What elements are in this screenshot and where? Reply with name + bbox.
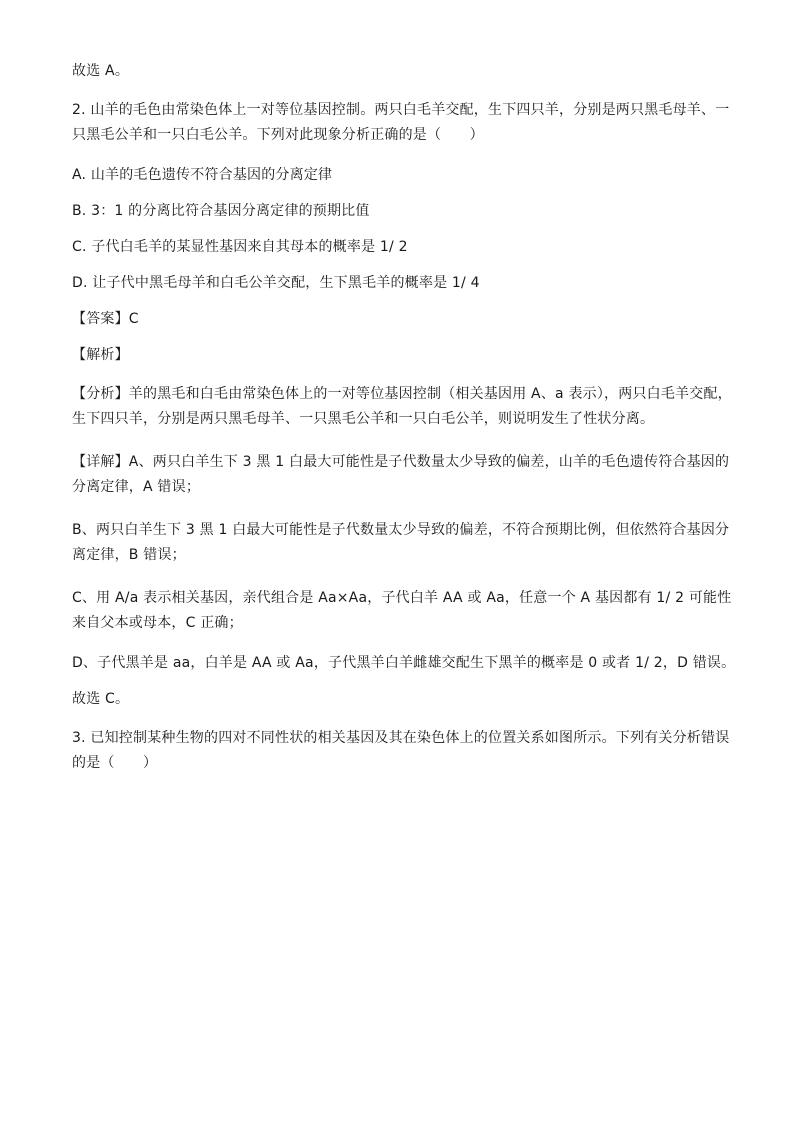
- question-2-stem: [72, 98, 730, 148]
- text-line: 分离定律，A 错误；: [72, 479, 201, 495]
- text-line: 故选 C。: [72, 691, 130, 707]
- text-line: 离定律，B 错误；: [72, 547, 186, 563]
- text-line: 【详解】A、两只白羊生下 3 黑 1 白最大可能性是子代数量太少导致的偏差，山羊的毛色遗传符合基因的: [72, 454, 730, 470]
- text-line: D、子代黑羊是 aa，白羊是 AA 或 Aa，子代黑羊白羊雌雄交配生下黑羊的概率是 0 或者 1/ 2，D 错误。: [72, 655, 736, 671]
- detail-d: [72, 654, 736, 672]
- text-line: 只黑毛公羊和一只白毛公羊。下列对此现象分析正确的是（ ）: [72, 127, 484, 143]
- text-line: 故选 A。: [72, 63, 130, 79]
- text-line: 生下四只羊，分别是两只黑毛母羊、一只黑毛公羊和一只白毛公羊，则说明发生了性状分离。: [72, 411, 655, 427]
- text-line: 的是（ ）: [72, 755, 158, 771]
- question-3-stem: [72, 726, 730, 776]
- text-line: B、两只白羊生下 3 黑 1 白最大可能性是子代数量太少导致的偏差，不符合预期比例，但依然符合基因分: [72, 522, 730, 538]
- option-d: [72, 274, 722, 292]
- conclusion-prev: [72, 62, 722, 80]
- text-line: 来自父本或母本，C 正确；: [72, 615, 243, 631]
- option-a: [72, 166, 722, 184]
- detail-a: [72, 450, 730, 500]
- text-line: C、用 A/a 表示相关基因，亲代组合是 Aa×Aa，子代白羊 AA 或 Aa，任意一个 A 基因都有 1/ 2 可能性: [72, 590, 732, 606]
- option-b: [72, 202, 722, 220]
- text-line: 【分析】羊的黑毛和白毛由常染色体上的一对等位基因控制（相关基因用 A、a 表示），两只白毛羊交配，: [72, 386, 732, 402]
- text-line: D. 让子代中黑毛母羊和白毛公羊交配，生下黑毛羊的概率是 1/ 4: [72, 275, 480, 291]
- document-page: [72, 62, 736, 794]
- analysis-paragraph: [72, 382, 732, 432]
- option-c: [72, 238, 722, 256]
- text-line: B. 3：1 的分离比符合基因分离定律的预期比值: [72, 203, 370, 219]
- text-line: C. 子代白毛羊的某显性基因来自其母本的概率是 1/ 2: [72, 239, 408, 255]
- analysis-heading: [72, 346, 722, 364]
- text-line: 2. 山羊的毛色由常染色体上一对等位基因控制。两只白毛羊交配，生下四只羊，分别是两只黑毛母羊、一: [72, 102, 730, 118]
- detail-b: [72, 518, 730, 568]
- conclusion: [72, 690, 722, 708]
- text-line: 3. 已知控制某种生物的四对不同性状的相关基因及其在染色体上的位置关系如图所示。下列有关分析错误: [72, 730, 730, 746]
- text-line: A. 山羊的毛色遗传不符合基因的分离定律: [72, 167, 333, 183]
- detail-c: [72, 586, 732, 636]
- text-line: 【答案】C: [72, 311, 139, 327]
- text-line: 【解析】: [72, 347, 129, 363]
- answer: [72, 310, 722, 328]
